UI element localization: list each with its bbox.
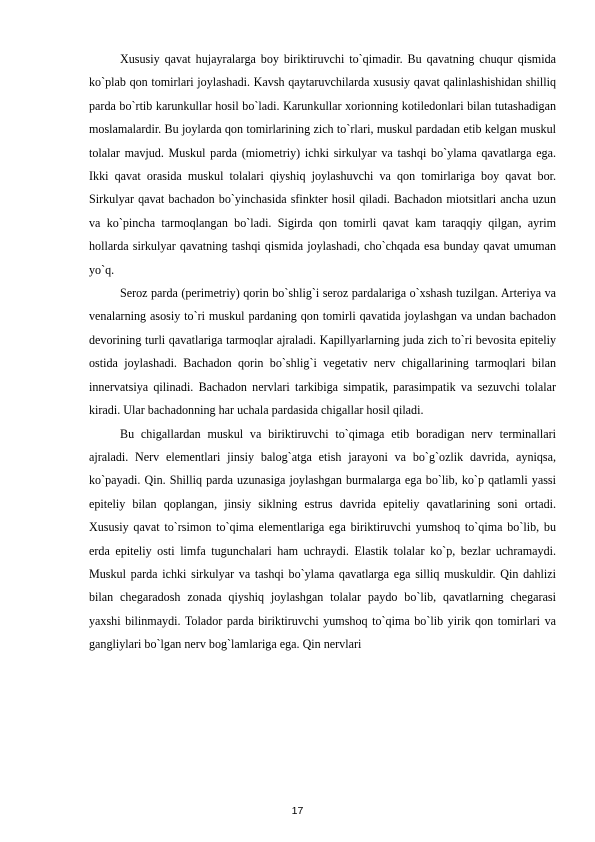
body-text xyxy=(89,48,556,657)
paragraph-3: Bu chigallardan muskul va biriktiruvchi to`qimaga etib boradigan nerv terminallari ajraladi. Nerv elementlari jinsiy balog`atga etish jarayoni va bo`g`ozlik davrida, ayniqsa, ko`payadi. Qin. Shilliq parda uzunasiga joylashgan burmalarga ega bo`lib, ko`p qatlamli yassi epiteliy bilan qoplangan, jinsiy siklning estrus davrida epiteliy qavatlarining soni ortadi. Xususiy qavat to`rsimon to`qima elementlariga ega biriktiruvchi yumshoq to`qima bo`lib, bu erda epiteliy osti limfa tugunchalari ham uchraydi. Elastik tolalar ko`p, bezlar uchramaydi. Muskul parda ichki sirkulyar va tashqi bo`ylama qavatlarga ega silliq muskuldir. Qin dahlizi bilan chegaradosh zonada qiyshiq joylashgan tolalar paydo bo`lib, qavatlarning chegarasi yaxshi bilinmaydi. Tolador parda biriktiruvchi yumshoq to`qima bo`lib yirik qon tomirlari va gangliylari bo`lgan nerv bog`lamlariga ega. Qin nervlari xyxy=(89,426,556,652)
paragraph-1: Xususiy qavat hujayralarga boy biriktiruvchi to`qimadir. Bu qavatning chuqur qismida ko`plab qon tomirlari joylashadi. Kavsh qaytaruvchilarda xususiy qavat qalinlashishidan shilliq parda bo`rtib karunkullar hosil bo`ladi. Karunkullar xorionning kotiledonlari bilan tutashadigan moslamalardir. Bu joylarda qon tomirlarining zich to`rlari, muskul pardadan etib kelgan muskul tolalar mavjud. Muskul parda (miometriy) ichki sirkulyar va tashqi bo`ylama qavatlarga ega. Ikki qavat orasida muskul tolalari qiyshiq joylashuvchi va qon tomirlariga boy qavat bor. Sirkulyar qavat bachadon bo`yinchasida sfinkter hosil qiladi. Bachadon miotsitlari ancha uzun va ko`pincha tarmoqlangan bo`ladi. Sigirda qon tomirli qavat kam taraqqiy qilgan, ayrim hollarda sirkulyar qavatning tashqi qismida joylashadi, cho`chqada esa bunday qavat umuman yo`q. xyxy=(89,52,556,277)
page-number: 17 xyxy=(291,805,304,817)
paragraph-2: Seroz parda (perimetriy) qorin bo`shlig`i seroz pardalariga o`xshash tuzilgan. Arteriya va venalarning asosiy to`ri muskul pardaning qon tomirli qavatida joylashgan va undan bachadon devorining turli qavatlariga tarmoqlar ajraladi. Kapillyarlarning juda zich to`ri bevosita epiteliy ostida joylashadi. Bachadon qorin bo`shlig`i vegetativ nerv chigallarining tarmoqlari bilan innervatsiya qilinadi. Bachadon nervlari tarkibiga simpatik, parasimpatik va sezuvchi tolalar kiradi. Ular bachadonning har uchala pardasida chigallar hosil qiladi. xyxy=(89,286,556,418)
